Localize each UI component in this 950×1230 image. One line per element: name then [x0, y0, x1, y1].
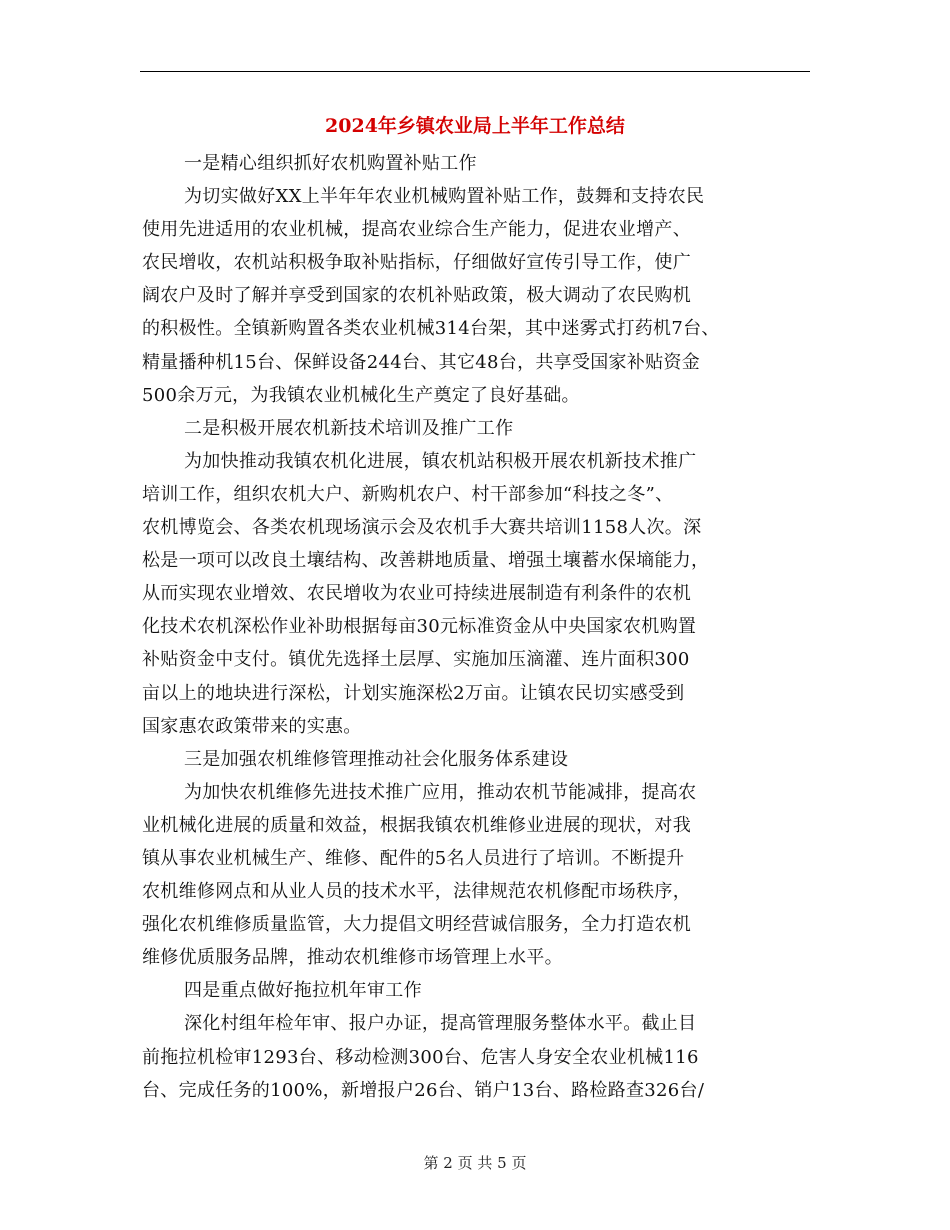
body-line: 为加快推动我镇农机化进展，镇农机站积极开展农机新技术推广	[184, 450, 697, 472]
body-line: 500余万元，为我镇农业机械化生产奠定了良好基础。	[142, 384, 580, 406]
body-line: 镇从事农业机械生产、维修、配件的5名人员进行了培训。不断提升	[142, 847, 685, 869]
body-line: 一是精心组织抓好农机购置补贴工作	[184, 153, 477, 174]
body-line: 三是加强农机维修管理推动社会化服务体系建设	[184, 748, 569, 770]
body-line: 深化村组年检年审、报户办证，提高管理服务整体水平。截止目	[184, 1013, 697, 1035]
body-line: 二是积极开展农机新技术培训及推广工作	[184, 417, 514, 439]
body-line: 维修优质服务品牌，推动农机维修市场管理上水平。	[142, 947, 563, 969]
body-line: 的积极性。全镇新购置各类农业机械314台架，其中迷雾式打药机7台、	[142, 318, 720, 340]
body-line: 使用先进适用的农业机械，提高农业综合生产能力，促进农业增产、	[142, 219, 691, 241]
body-line: 化技术农机深松作业补助根据每亩30元标准资金从中央国家农机购置	[142, 616, 697, 638]
body-line: 前拖拉机检审1293台、移动检测300台、危害人身安全农业机械116	[142, 1046, 699, 1068]
body-line: 台、完成任务的100%，新增报户26台、销户13台、路检路查326台/	[142, 1079, 705, 1101]
body-line: 培训工作，组织农机大户、新购机农户、村干部参加“科技之冬”、	[142, 483, 674, 505]
page-number-footer: 第 2 页 共 5 页	[423, 1154, 527, 1172]
body-line: 农机维修网点和从业人员的技术水平，法律规范农机修配市场秩序，	[142, 881, 691, 903]
body-line: 强化农机维修质量监管，大力提倡文明经营诚信服务，全力打造农机	[142, 914, 691, 936]
body-line: 为切实做好XX上半年年农业机械购置补贴工作，鼓舞和支持农民	[184, 186, 705, 208]
body-line: 阔农户及时了解并享受到国家的农机补贴政策，极大调动了农民购机	[142, 285, 691, 307]
body-line: 业机械化进展的质量和效益，根据我镇农机维修业进展的现状，对我	[142, 814, 691, 836]
body-line: 为加快农机维修先进技术推广应用，推动农机节能减排，提高农	[184, 781, 697, 803]
body-line: 亩以上的地块进行深松，计划实施深松2万亩。让镇农民切实感受到	[142, 682, 685, 704]
document-title: 2024年乡镇农业局上半年工作总结	[325, 115, 625, 137]
body-line: 农民增收，农机站积极争取补贴指标，仔细做好宣传引导工作，使广	[142, 252, 691, 274]
body-line: 农机博览会、各类农机现场演示会及农机手大赛共培训1158人次。深	[142, 517, 702, 539]
header-rule	[140, 71, 810, 72]
document-body	[142, 147, 822, 1107]
body-line: 国家惠农政策带来的实惠。	[142, 715, 362, 737]
body-line: 四是重点做好拖拉机年审工作	[184, 980, 422, 1002]
body-line: 从而实现农业增效、农民增收为农业可持续进展制造有利条件的农机	[142, 583, 691, 605]
body-line: 松是一项可以改良土壤结构、改善耕地质量、增强土壤蓄水保墒能力，	[142, 550, 710, 572]
body-line: 补贴资金中支付。镇优先选择土层厚、实施加压滴灌、连片面积300	[142, 649, 690, 671]
body-line: 精量播种机15台、保鲜设备244台、其它48台，共享受国家补贴资金	[142, 351, 701, 373]
